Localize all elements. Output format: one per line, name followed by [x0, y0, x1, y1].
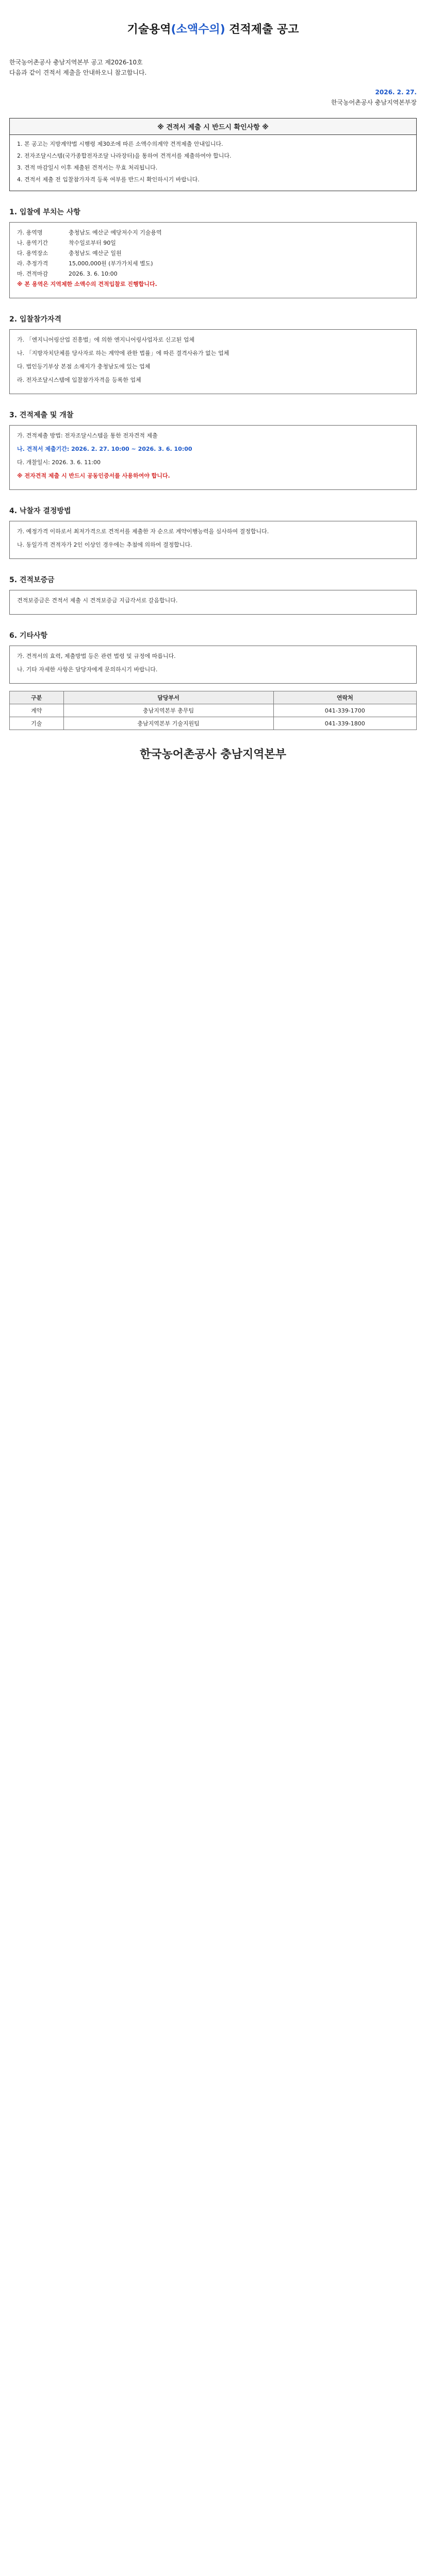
submission-item: 나. 견적서 제출기간: 2026. 2. 27. 10:00 ~ 2026. 3. 6. 10:00	[17, 446, 192, 452]
info-key: 라. 추정가격	[17, 260, 48, 267]
notice-issuer: 한국농어촌공사 충남지역본부장	[331, 99, 417, 106]
table-header-cell: 구분	[10, 691, 64, 704]
info-row	[17, 269, 409, 279]
section-2-title: 2. 입찰참가자격	[9, 315, 62, 324]
table-header-row	[10, 691, 417, 704]
submission-item: 가. 견적제출 방법: 전자조달시스템을 통한 전자견적 제출	[17, 432, 158, 439]
eligibility-item: 라. 전자조달시스템에 입찰참가자격을 등록한 업체	[17, 377, 141, 383]
eligibility-item: 나. 「지방자치단체를 당사자로 하는 계약에 관한 법률」에 따른 결격사유가 없는 업체	[17, 350, 230, 357]
misc-item: 가. 견적서의 효력, 제출방법 등은 관련 법령 및 규정에 따릅니다.	[17, 653, 176, 659]
notice-title	[9, 21, 417, 37]
section-5-box	[9, 590, 417, 615]
section-6-title: 6. 기타사항	[9, 632, 48, 640]
section-5-title: 5. 견적보증금	[9, 576, 55, 584]
info-key: 가. 용역명	[17, 229, 43, 236]
table-cell: 041-339-1700	[273, 704, 416, 717]
info-key: 마. 견적마감	[17, 270, 48, 277]
submission-item: 다. 개찰일시: 2026. 3. 6. 11:00	[17, 459, 101, 466]
warning-list	[10, 135, 416, 191]
date-block	[9, 87, 417, 108]
info-row	[17, 259, 409, 269]
notice-page	[9, 0, 417, 761]
award-item: 나. 동일가격 견적자가 2인 이상인 경우에는 추첨에 의하여 결정합니다.	[17, 541, 192, 548]
table-header-cell: 담당부서	[63, 691, 273, 704]
intro-line-2: 다음과 같이 견적서 제출을 안내하오니 참고합니다.	[9, 69, 147, 76]
misc-item: 나. 기타 자세한 사항은 담당자에게 문의하시기 바랍니다.	[17, 666, 158, 673]
intro-line-1: 한국농어촌공사 충남지역본부 공고 제2026-10호	[9, 59, 143, 66]
section-6-box	[9, 646, 417, 684]
info-value: 착수일로부터 90일	[69, 240, 116, 246]
table-row	[10, 704, 417, 717]
table-cell: 충남지역본부 기술지원팀	[63, 717, 273, 730]
table-header-cell: 연락처	[273, 691, 416, 704]
deposit-text: 견적보증금은 견적서 제출 시 견적보증금 지급각서로 갈음합니다.	[17, 597, 178, 604]
section-3-note: ※ 전자견적 제출 시 반드시 공동인증서를 사용하여야 합니다.	[17, 472, 170, 479]
table-cell: 충남지역본부 총무팀	[63, 704, 273, 717]
section-3-box	[9, 425, 417, 490]
footer-organization: 한국농어촌공사 충남지역본부	[140, 748, 286, 761]
eligibility-item: 가. 「엔지니어링산업 진흥법」에 의한 엔지니어링사업자로 신고된 업체	[17, 336, 195, 343]
contact-table	[9, 691, 417, 730]
warning-box	[9, 118, 417, 191]
eligibility-item: 다. 법인등기부상 본점 소재지가 충청남도에 있는 업체	[17, 363, 151, 370]
warning-heading: ※ 견적서 제출 시 반드시 확인사항 ※	[10, 118, 416, 135]
award-item: 가. 예정가격 이하로서 최저가격으로 견적서를 제출한 자 순으로 계약이행능력을 심사하여 결정합니다.	[17, 528, 269, 535]
section-3-title: 3. 견적제출 및 개찰	[9, 411, 74, 419]
warning-item: 2. 전자조달시스템(국가종합전자조달 나라장터)을 통하여 견적서를 제출하여야 합니다.	[17, 152, 232, 159]
warning-item: 1. 본 공고는 지방계약법 시행령 제30조에 따른 소액수의계약 견적제출 안내입니다.	[17, 141, 223, 147]
warning-item: 4. 견적서 제출 전 입찰참가자격 등록 여부를 반드시 확인하시기 바랍니다.	[17, 176, 200, 183]
section-4-box	[9, 521, 417, 559]
info-value: 충청남도 예산군 일원	[69, 250, 122, 257]
info-value: 충청남도 예산군 예당저수지 기술용역	[69, 229, 162, 236]
section-4-title: 4. 낙찰자 결정방법	[9, 507, 71, 515]
section-2-box	[9, 329, 417, 394]
intro	[9, 57, 417, 78]
warning-item: 3. 견적 마감일시 이후 제출된 견적서는 무효 처리됩니다.	[17, 164, 158, 171]
section-1-note: ※ 본 용역은 지역제한 소액수의 견적입찰로 진행합니다.	[17, 281, 157, 287]
table-cell: 계약	[10, 704, 64, 717]
section-1-title: 1. 입찰에 부치는 사항	[9, 208, 80, 216]
info-key: 다. 용역장소	[17, 250, 48, 257]
title-prefix: 기술용역	[127, 23, 171, 36]
table-row	[10, 717, 417, 730]
info-key: 나. 용역기간	[17, 240, 48, 246]
title-mid: (소액수의)	[171, 23, 225, 36]
info-row	[17, 248, 409, 259]
table-cell: 041-339-1800	[273, 717, 416, 730]
info-row	[17, 228, 409, 238]
section-1-box	[9, 222, 417, 298]
table-cell: 기술	[10, 717, 64, 730]
info-value: 2026. 3. 6. 10:00	[69, 270, 118, 277]
notice-date: 2026. 2. 27.	[375, 89, 417, 96]
info-value: 15,000,000원 (부가가치세 별도)	[69, 260, 153, 267]
info-row	[17, 238, 409, 248]
title-suffix: 견적제출 공고	[225, 23, 299, 36]
